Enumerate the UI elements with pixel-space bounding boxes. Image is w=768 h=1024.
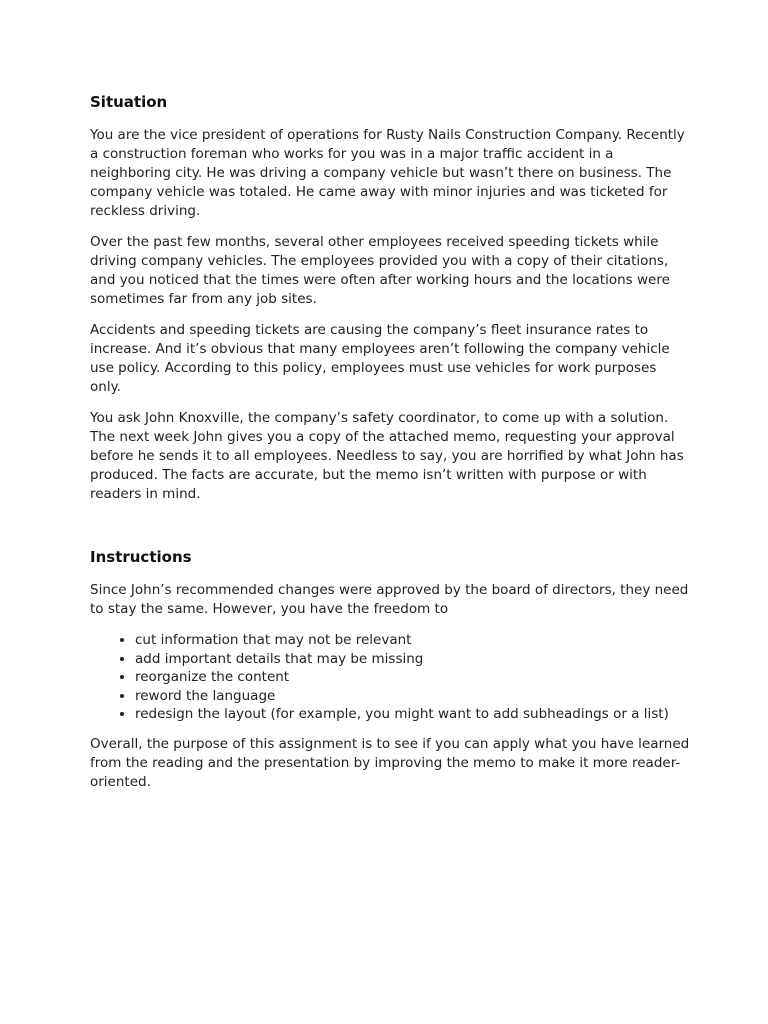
instructions-closing: Overall, the purpose of this assignment is to see if you can apply what you have learned from the reading and the presentation by improving the memo to make it more reader-oriented. xyxy=(90,735,690,790)
instructions-list xyxy=(90,631,690,724)
situation-paragraph-4: You ask John Knoxville, the company’s safety coordinator, to come up with a solution. The next week John gives you a copy of the attached memo, requesting your approval before he sends it to all employees. Needless to say, you are horrified by what John has produced. The facts are accurate, but the memo isn’t written with purpose or with readers in mind. xyxy=(90,410,684,502)
situation-paragraph-3: Accidents and speeding tickets are causing the company’s fleet insurance rates to increase. And it’s obvious that many employees aren’t following the company vehicle use policy. According to this policy, employees must use vehicles for work purposes only. xyxy=(90,322,670,395)
instructions-heading: Instructions xyxy=(90,548,192,566)
situation-heading: Situation xyxy=(90,93,168,111)
list-item: • cut information that may not be relevant xyxy=(135,631,690,650)
list-item: • add important details that may be missing xyxy=(135,650,690,669)
document-page xyxy=(90,92,690,804)
list-item: • redesign the layout (for example, you might want to add subheadings or a list) xyxy=(135,705,690,724)
situation-paragraph-2: Over the past few months, several other employees received speeding tickets while driving company vehicles. The employees provided you with a copy of their citations, and you noticed that the times were often after working hours and the locations were sometimes far from any job sites. xyxy=(90,234,670,307)
list-item: • reorganize the content xyxy=(135,668,690,687)
instructions-intro: Since John’s recommended changes were approved by the board of directors, they need to stay the same. However, you have the freedom to xyxy=(90,582,689,617)
list-item: • reword the language xyxy=(135,687,690,706)
situation-paragraph-1: You are the vice president of operations for Rusty Nails Construction Company. Recently a construction foreman who works for you was in a major traffic accident in a neighboring city. He was driving a company vehicle but wasn’t there on business. The company vehicle was totaled. He came away with minor injuries and was ticketed for reckless driving. xyxy=(90,127,685,219)
section-spacer xyxy=(90,516,690,547)
